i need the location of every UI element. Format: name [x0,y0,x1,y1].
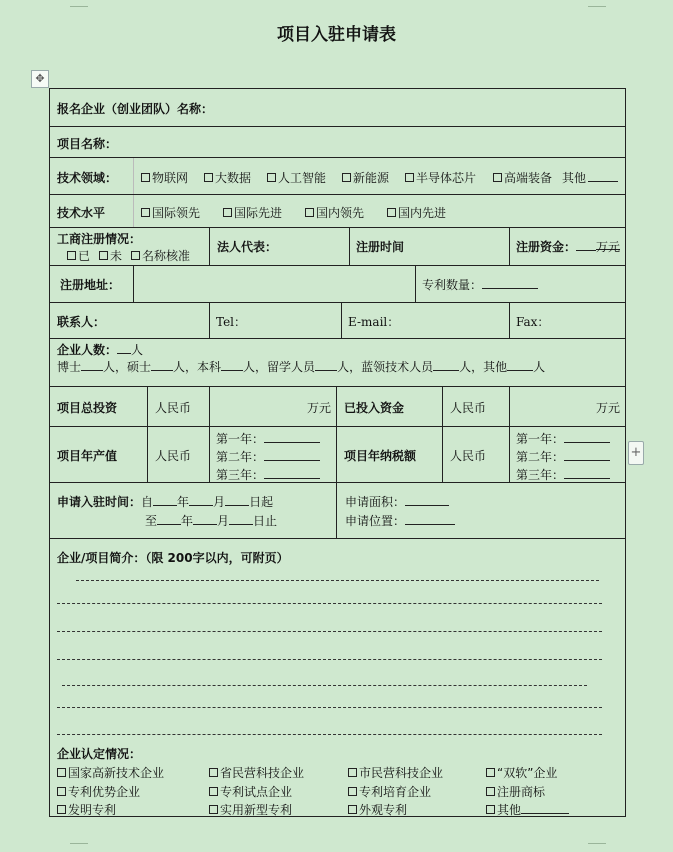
option-domestic-advanced[interactable]: 国内先进 [387,204,446,221]
email-cell[interactable] [341,303,509,338]
tech-level-label: 技术水平 [57,206,106,220]
move-in-row [50,483,625,539]
checkbox-icon [387,208,396,217]
checkbox-icon [486,787,495,796]
reg-time-cell[interactable] [349,228,509,265]
enterprise-name-field[interactable] [220,89,625,126]
intro-line[interactable] [57,659,602,660]
tech-field-row [50,158,625,195]
currency-label: 人民币 [450,449,487,463]
checkbox-icon [57,768,66,777]
unit-label: 万元 [595,401,620,415]
checkbox-icon [305,208,314,217]
checkbox-icon [131,251,140,260]
option-bigdata[interactable]: 大数据 [204,169,251,186]
cert-invention-patent[interactable]: 发明专利 [57,801,116,818]
tax-year-3[interactable]: 第三年： [516,466,610,483]
tech-level-row [50,195,625,228]
email-label: E-mail： [348,315,400,329]
intro-line[interactable] [57,603,602,604]
option-semiconductor[interactable]: 半导体芯片 [405,169,476,186]
project-name-row [50,127,625,158]
intro-line[interactable] [57,707,602,708]
area-location-cell [336,483,625,538]
cert-patent-cultivation[interactable]: 专利培育企业 [348,783,431,800]
cert-municipal-private-tech[interactable]: 市民营科技企业 [348,764,443,781]
fax-cell[interactable] [509,303,625,338]
checkbox-icon [141,208,150,217]
apply-area[interactable]: 申请面积： [345,493,449,510]
cert-label: 企业认定情况： [57,747,142,761]
table-move-handle-icon[interactable]: ✥ [31,70,49,88]
legal-rep-label: 法人代表： [217,240,278,254]
patents-cell[interactable] [415,266,625,302]
checkbox-icon [405,173,414,182]
reg-capital-cell[interactable] [509,228,625,265]
invested-currency-cell [442,387,509,426]
checkbox-icon [223,208,232,217]
invested-label: 已投入资金 [344,401,405,415]
output-currency-cell [147,427,209,482]
intro-label: 企业/项目简介：（限 200字以内，可附页） [57,551,289,565]
checkbox-icon [348,768,357,777]
tax-currency-cell [442,427,509,482]
output-year-2[interactable]: 第二年： [216,448,320,465]
checkbox-icon [348,787,357,796]
address-field[interactable] [133,266,415,302]
checkbox-icon [209,787,218,796]
checkbox-icon [57,805,66,814]
checkbox-icon [209,805,218,814]
reg-capital: 注册资金： 万元 [516,240,621,254]
staff-count: 企业人数： 人 [57,343,144,357]
tax-year-2[interactable]: 第二年： [516,448,610,465]
option-domestic-leading[interactable]: 国内领先 [305,204,364,221]
annual-tax-label: 项目年纳税额 [344,449,417,463]
tax-year-1[interactable]: 第一年： [516,430,610,447]
currency-label: 人民币 [155,401,192,415]
output-year-1[interactable]: 第一年： [216,430,320,447]
tel-cell[interactable] [209,303,341,338]
enterprise-name-label: 报名企业（创业团队）名称： [57,102,214,116]
checkbox-icon [204,173,213,182]
option-registered[interactable]: 已 [67,247,90,264]
cert-other[interactable]: 其他 [486,801,569,818]
document-title: 项目入驻申请表 [277,25,396,45]
intro-line[interactable] [76,580,599,581]
option-intl-advanced[interactable]: 国际先进 [223,204,282,221]
capital-blank[interactable] [576,239,596,251]
intro-cert-row [50,539,625,816]
investment-row [50,387,625,427]
contact-label: 联系人： [57,315,106,329]
checkbox-icon [342,173,351,182]
cert-patent-pilot[interactable]: 专利试点企业 [209,783,292,800]
tel-label: Tel： [216,315,247,329]
checkbox-icon [486,805,495,814]
cert-provincial-private-tech[interactable]: 省民营科技企业 [209,764,304,781]
intro-line[interactable] [62,685,587,686]
address-row [50,266,625,303]
checkbox-icon [141,173,150,182]
patents-blank[interactable] [482,277,538,289]
option-name-approved[interactable]: 名称核准 [131,247,190,264]
currency-label: 人民币 [155,449,192,463]
cert-patent-advantage[interactable]: 专利优势企业 [57,783,140,800]
unit-label: 万元 [306,401,331,415]
output-year-3[interactable]: 第三年： [216,466,320,483]
move-in-from[interactable]: 申请入驻时间：自 年 月 日起 [57,495,274,509]
option-not-registered[interactable]: 未 [99,247,122,264]
page-corner-mark [588,0,606,7]
cert-utility-patent[interactable]: 实用新型专利 [209,801,292,818]
cell-divider [133,158,134,194]
registration-row [50,228,625,266]
apply-location[interactable]: 申请位置： [345,512,455,529]
currency-label: 人民币 [450,401,487,415]
page-corner-mark [70,0,88,7]
reg-time-label: 注册时间 [356,240,405,254]
add-row-icon[interactable]: + [628,441,644,465]
staff-count-blank[interactable] [117,342,131,354]
fax-label: Fax： [516,315,550,329]
tax-label-cell [336,427,442,482]
registration-label: 工商注册情况： [57,232,142,246]
patents: 专利数量： [422,276,538,293]
total-invest-currency-cell [147,387,209,426]
cert-national-hightech[interactable]: 国家高新技术企业 [57,764,164,781]
invested-label-cell [336,387,442,426]
staff-breakdown: 博士 人，硕士 人，本科 人，留学人员 人，蓝领技术人员 人，其他 人 [57,360,546,374]
other-blank[interactable] [588,170,618,182]
intro-line[interactable] [57,734,602,735]
output-years-cell [209,427,336,482]
checkbox-icon [348,805,357,814]
tax-years-cell [509,427,625,482]
option-ai[interactable]: 人工智能 [267,169,326,186]
output-tax-row [50,427,625,483]
checkbox-icon [493,173,502,182]
cert-double-soft[interactable]: “双软”企业 [486,764,557,781]
cell-divider [133,195,134,227]
enterprise-name-row [50,89,625,127]
option-other[interactable]: 其他 [562,169,618,186]
checkbox-icon [267,173,276,182]
cert-design-patent[interactable]: 外观专利 [348,801,407,818]
option-iot[interactable]: 物联网 [141,169,188,186]
option-intl-leading[interactable]: 国际领先 [141,204,200,221]
staff-row [50,339,625,387]
project-name-label: 项目名称： [57,137,118,151]
checkbox-icon [209,768,218,777]
move-in-to[interactable]: 至 年 月 日止 [145,514,278,528]
option-new-energy[interactable]: 新能源 [342,169,389,186]
annual-output-label: 项目年产值 [57,449,118,463]
contact-row [50,303,625,339]
option-high-end-equipment[interactable]: 高端装备 [493,169,552,186]
checkbox-icon [67,251,76,260]
address-label: 注册地址： [60,278,121,292]
intro-line[interactable] [57,631,602,632]
invested-value-cell[interactable] [509,387,625,426]
application-form [49,88,626,817]
project-name-field[interactable] [120,127,625,157]
checkbox-icon [57,787,66,796]
tech-field-label: 技术领域： [57,171,118,185]
legal-rep-cell[interactable] [209,228,349,265]
cert-trademark[interactable]: 注册商标 [486,783,545,800]
checkbox-icon [99,251,108,260]
total-invest-value-cell[interactable] [209,387,336,426]
checkbox-icon [486,768,495,777]
total-invest-label: 项目总投资 [57,401,118,415]
